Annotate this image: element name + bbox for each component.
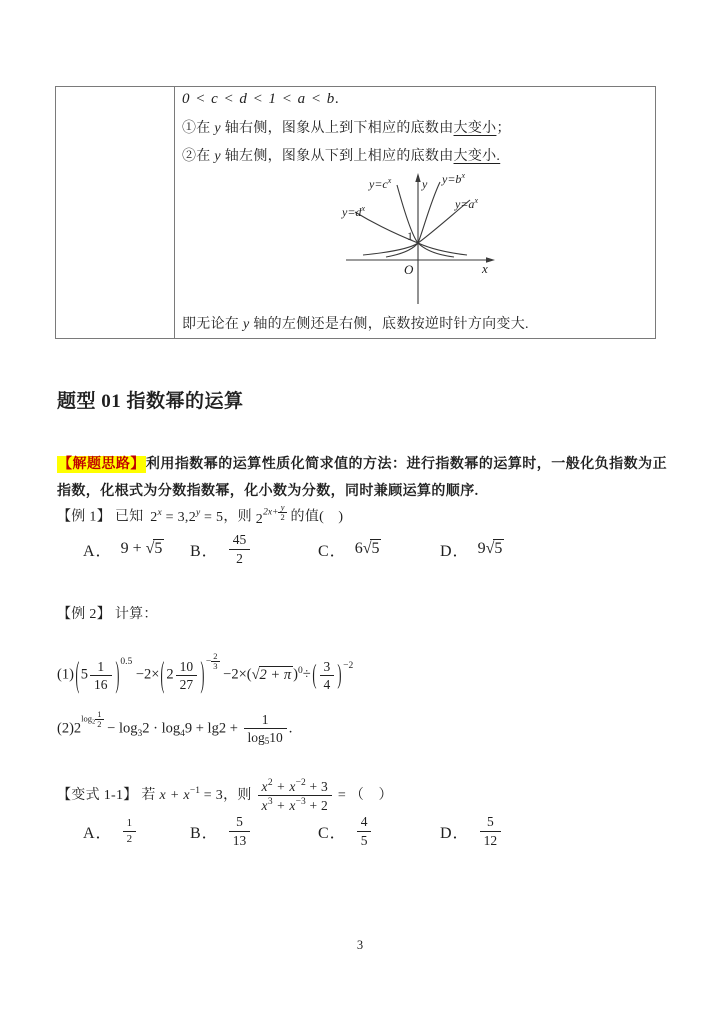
label-origin: O [404,262,414,277]
summary-table [55,86,656,339]
period: . [288,720,293,737]
integer-part: 2 [166,666,174,683]
exponent: 0 [297,665,303,676]
fraction: $\frac{1}{2}$ [123,817,137,845]
example-1-statement [57,503,343,526]
rule-1-suffix: ； [496,121,511,136]
rule-2-prefix: ②在 [182,149,215,164]
variant-option-a [83,814,138,848]
term: − log [107,720,138,737]
open-paren: ( [75,656,80,696]
option-key: C． [318,542,347,560]
example-2-label: 【例 2】 [57,607,111,622]
rule-line-2 [182,145,500,165]
solution-idea-text: 利用指数幂的运算性质化简求值的方法：进行指数幂的运算时，一般化负指数为正指数，化根式为分数指数幂，化小数为分数，同时兼顾运算的顺序. [57,457,667,499]
exponent: x [157,507,162,518]
integer-part: 5 [80,666,89,683]
exponent-fraction: $\frac{y}{2}$ [280,502,285,522]
close-paren: ) [115,656,119,696]
variant-if: 若 [141,787,156,803]
exponent: − $\frac{2}{3}$ [205,651,218,671]
rule-1-prefix: ①在 [182,121,215,136]
rule-2-emphasis: 大变小. [453,149,501,164]
label-y-equals-d-x: $y=d^x$ [342,204,365,219]
option-value: 6 [354,540,363,557]
base: 2 [255,511,264,527]
variant-1-1-statement [57,778,393,813]
base: 2 [73,720,82,737]
label-y-equals-a-x: $y=a^x$ [455,196,478,211]
base: 2 [150,509,158,525]
label-y-equals-b-x: $y=b^x$ [442,171,465,186]
term: 2 · log [142,720,181,737]
exponent-fraction: $\frac{1}{2}$ [97,709,102,729]
log-base: 4 [180,728,185,739]
table-column-divider [174,87,175,338]
option-key: B． [190,824,219,842]
example-1-option-a [83,531,164,567]
exponent-fraction: $\frac{2}{3}$ [213,651,218,671]
example-1-given: 已知 [114,509,144,525]
fraction: $\frac{1}{16}$ [90,659,112,692]
log-base: 5 [264,736,270,747]
note-suffix: 轴的左侧还是右侧，底数按逆时针方向变大. [249,317,529,332]
option-key: A． [83,824,113,842]
numerator: x2 + x−2 + 3 [261,778,329,794]
inequality-line: 0 < c < d < 1 < a < b. [182,91,341,107]
label-y-axis: y [422,177,428,191]
log-base: 3 [137,728,143,739]
y-axis-arrow [415,173,420,182]
variant-label: 【变式 1-1】 [57,787,138,803]
example-1-option-b [190,531,252,567]
exponent: $\log_2$ $\frac{1}{2}$ [81,709,102,729]
option-key: D． [440,824,470,842]
example-1-formula [150,507,224,525]
square-root: √5 [362,540,380,557]
page-number: 3 [356,938,364,952]
exponential-curves-figure [341,169,499,311]
var-y: y [243,317,250,332]
close-paren: ) [293,666,298,683]
label-unit-one: 1 [407,229,413,243]
base: 2 [188,509,196,525]
item-number: (1) [57,666,74,683]
example-1-label: 【例 1】 [57,509,111,525]
label-x-axis: x [482,261,488,276]
equals: = [337,787,347,803]
exponent: 0.5 [120,656,133,667]
option-value: 9 [477,540,486,557]
rule-1-mid: 轴右侧，图象从上到下相应的底数由 [220,121,454,136]
exponent: y [196,507,201,518]
fraction: $\frac{5}{13}$ [229,814,251,847]
fraction: $\frac{3}{4}$ [320,659,335,692]
option-key: A． [83,542,113,560]
var-y: y [214,149,221,164]
solution-idea [57,451,667,505]
option-value: 9 + [120,540,142,557]
curve-a-power-x [363,200,470,255]
operator: −2× [135,666,160,683]
variant-condition: x + x−1 = 3 [159,785,224,803]
equals: = 5 [204,509,224,525]
open-paren: ( [312,659,317,691]
equals: = 3, [165,509,189,525]
example-1-option-c [318,531,381,567]
fraction: $\frac{10}{27}$ [176,659,198,692]
square-root: √5 [145,540,163,557]
rule-line-1 [182,117,511,137]
square-root: √2 + π [251,666,292,683]
var-y: y [214,121,221,136]
table-note [182,313,529,333]
variant-tail: （ ） [349,787,393,803]
fraction: $\frac{4}{5}$ [357,814,372,847]
rule-1-emphasis: 大变小 [453,121,497,136]
item-number: (2) [57,720,74,737]
exponent: 2x+ $\frac{y}{2}$ [263,502,285,522]
variant-then: ，则 [223,787,252,803]
close-paren: ) [337,659,342,691]
example-2-expression-1 [57,651,354,696]
example-1-target-power [255,502,287,527]
fraction: $\frac{5}{12}$ [480,814,502,847]
fraction: $\frac{45}{2}$ [229,532,251,565]
fraction: $\frac{1}{\log 510}$ [244,712,287,746]
square-root: √5 [485,540,503,557]
label-y-equals-c-x: $y=c^x$ [369,176,392,191]
term: 9 + lg2 + [184,720,238,737]
operator: ÷ [302,666,311,683]
option-key: C． [318,824,347,842]
variant-fraction [258,778,333,813]
example-1-option-d [440,531,504,567]
denominator: x3 + x−3 + 2 [258,795,333,813]
example-1-tail: 的值( ) [290,509,344,525]
example-2-expression-2 [57,710,292,746]
note-prefix: 即无论在 [182,317,243,332]
variant-option-b [190,814,252,848]
option-key: B． [190,542,219,560]
close-paren: ) [200,656,205,696]
section-title: 题型 01 指数幂的运算 [57,391,244,412]
operator: −2×( [223,666,252,683]
variant-option-d [440,814,503,848]
open-paren: ( [160,656,165,696]
exponent: −2 [343,660,354,671]
example-1-then: ，则 [223,509,252,525]
option-key: D． [440,542,470,560]
variant-option-c [318,814,373,848]
example-2-statement [57,603,158,623]
example-2-task: 计算： [114,607,158,622]
solution-idea-tag: 【解题思路】 [58,457,145,472]
rule-2-mid: 轴左侧，图象从下到上相应的底数由 [220,149,454,164]
